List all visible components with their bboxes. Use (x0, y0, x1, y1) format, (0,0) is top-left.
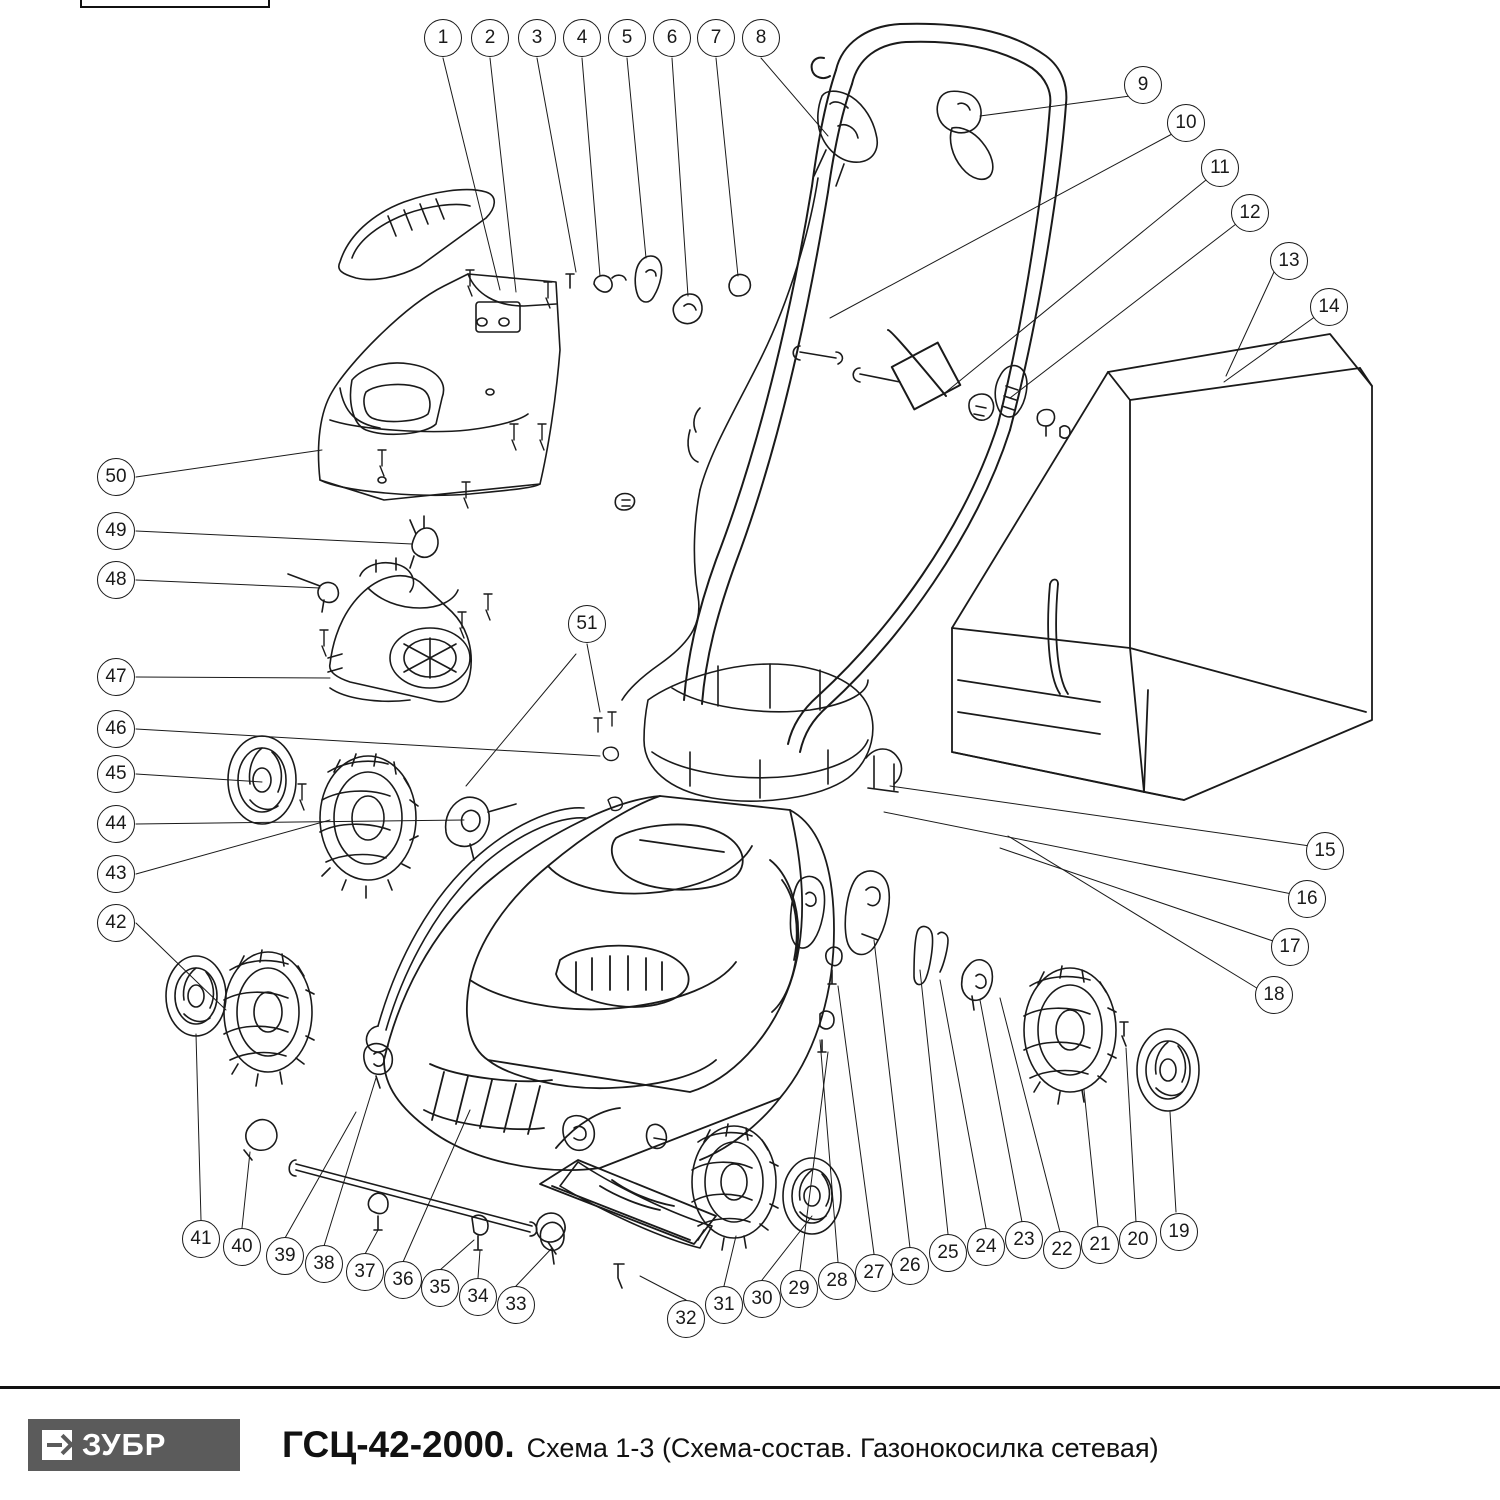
grass-collection-box (952, 334, 1372, 800)
callout-31[interactable]: 31 (705, 1286, 743, 1324)
callout-43[interactable]: 43 (97, 855, 135, 893)
callout-15[interactable]: 15 (1306, 832, 1344, 870)
callout-30[interactable]: 30 (743, 1280, 781, 1318)
deck-body (384, 796, 834, 1244)
callout-4[interactable]: 4 (563, 19, 601, 57)
callout-41[interactable]: 41 (182, 1220, 220, 1258)
leader-lines (136, 58, 1316, 1300)
brand-logo (28, 1419, 240, 1471)
wheel-front-left (224, 950, 314, 1086)
callout-47[interactable]: 47 (97, 658, 135, 696)
wheel-rear-right (1024, 966, 1116, 1104)
motor-housing-cover (319, 274, 561, 500)
box-hook (866, 749, 901, 792)
hubcap-rear-right (1137, 1029, 1199, 1111)
callout-23[interactable]: 23 (1005, 1221, 1043, 1259)
hubcap-front-left (166, 956, 226, 1036)
callout-16[interactable]: 16 (1288, 880, 1326, 918)
axle-rod (244, 1120, 565, 1254)
callout-40[interactable]: 40 (223, 1228, 261, 1266)
wheel-rear-left (320, 754, 418, 898)
callout-13[interactable]: 13 (1270, 242, 1308, 280)
diagram-caption (282, 1424, 1159, 1466)
callout-48[interactable]: 48 (97, 561, 135, 599)
capacitor-part (410, 516, 438, 568)
callout-1[interactable]: 1 (424, 19, 462, 57)
callout-39[interactable]: 39 (266, 1237, 304, 1275)
brand-name: ЗУБР (82, 1426, 167, 1462)
callout-19[interactable]: 19 (1160, 1213, 1198, 1251)
handle-grip (339, 190, 494, 280)
callout-12[interactable]: 12 (1231, 194, 1269, 232)
callout-22[interactable]: 22 (1043, 1231, 1081, 1269)
footer (0, 1389, 1500, 1500)
callout-35[interactable]: 35 (421, 1269, 459, 1307)
callout-14[interactable]: 14 (1310, 288, 1348, 326)
callout-18[interactable]: 18 (1255, 976, 1293, 1014)
callout-32[interactable]: 32 (667, 1300, 705, 1338)
callout-36[interactable]: 36 (384, 1261, 422, 1299)
callout-49[interactable]: 49 (97, 512, 135, 550)
callout-50[interactable]: 50 (97, 458, 135, 496)
callout-2[interactable]: 2 (471, 19, 509, 57)
callout-8[interactable]: 8 (742, 19, 780, 57)
terminal-part (288, 574, 338, 612)
blade (560, 1162, 712, 1288)
callout-28[interactable]: 28 (818, 1262, 856, 1300)
motor-assembly (328, 558, 471, 702)
right-brackets (364, 871, 1128, 1264)
callout-9[interactable]: 9 (1124, 66, 1162, 104)
front-bar (366, 808, 586, 1052)
callout-46[interactable]: 46 (97, 710, 135, 748)
height-adjust-bracket (446, 797, 516, 860)
housing-screws (320, 270, 552, 656)
callout-5[interactable]: 5 (608, 19, 646, 57)
callout-20[interactable]: 20 (1119, 1221, 1157, 1259)
small-screws-left (298, 712, 622, 811)
upper-handle-bar (812, 24, 1067, 430)
callout-44[interactable]: 44 (97, 805, 135, 843)
fastener-group (566, 256, 750, 510)
callout-34[interactable]: 34 (459, 1278, 497, 1316)
callout-11[interactable]: 11 (1201, 149, 1239, 187)
switch-box (814, 91, 877, 186)
long-bolt (793, 346, 900, 382)
diagram-description: Схема 1-3 (Схема-состав. Газонокосилка сетевая) (526, 1432, 1159, 1463)
callout-42[interactable]: 42 (97, 904, 135, 942)
callout-38[interactable]: 38 (305, 1245, 343, 1283)
callout-51[interactable]: 51 (568, 605, 606, 643)
callout-33[interactable]: 33 (497, 1286, 535, 1324)
arrow-mark-icon (42, 1430, 72, 1460)
callout-6[interactable]: 6 (653, 19, 691, 57)
callout-17[interactable]: 17 (1271, 928, 1309, 966)
callout-37[interactable]: 37 (346, 1253, 384, 1291)
model-number: ГСЦ-42-2000. (282, 1423, 515, 1465)
callout-45[interactable]: 45 (97, 755, 135, 793)
handle-lever (937, 91, 993, 179)
callout-27[interactable]: 27 (855, 1254, 893, 1292)
deck-rear-support (644, 664, 873, 801)
right-small-parts (969, 366, 1070, 438)
callout-7[interactable]: 7 (697, 19, 735, 57)
callout-10[interactable]: 10 (1167, 104, 1205, 142)
callout-21[interactable]: 21 (1081, 1226, 1119, 1264)
callout-25[interactable]: 25 (929, 1234, 967, 1272)
callout-24[interactable]: 24 (967, 1228, 1005, 1266)
callout-3[interactable]: 3 (518, 19, 556, 57)
callout-29[interactable]: 29 (780, 1270, 818, 1308)
callout-26[interactable]: 26 (891, 1247, 929, 1285)
